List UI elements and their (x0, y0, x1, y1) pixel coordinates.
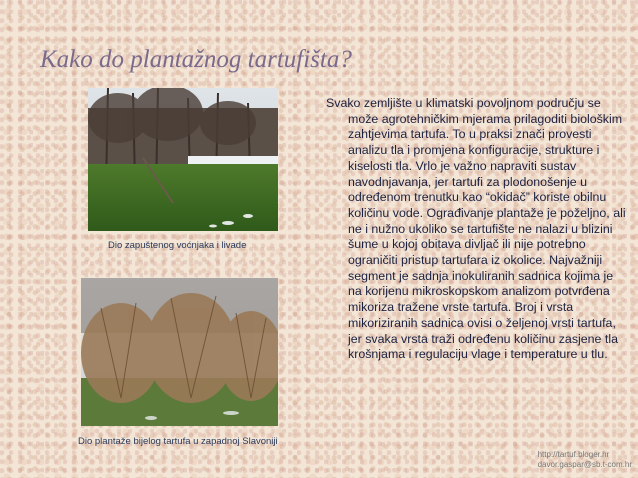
orchard-meadow-photo (88, 88, 278, 231)
plantation-photo-caption: Dio plantaže bijelog tartufa u zapadnoj Slavoniji (78, 436, 278, 447)
body-paragraph: Svako zemljište u klimatski povoljnom području se može agrotehničkim mjerama prilagoditi biološkim zahtjevima tartufa. To u praksi znači provesti analizu tla i promjena konfiguracije, strukture i kiselosti tla. Vrlo je važno napraviti sustav navodnjavanja, jer tartufi za plodonošenje u određenom trenutku kao “okidač” koriste obilnu količinu vode. Ograđivanje plantaže je poželjno, ali ne i nužno ukoliko se tartufište ne nalazi u blizini šume u kojoj obitava divljač ili nije potrebno ograničiti pristup tartufara iz okolice. Najvažniji segment je sadnja inokuliranih sadnica kojima je na korijenu mikroskopskom analizom potvrđena mikoriza tražene vrste tartufa. Broj i vrsta mikoriziranih sadnica ovisi o željenoj vrsti tartufa, jer svaka vrsta traži određenu količinu zasjene tla krošnjama i regulaciju vlage i temperature u tlu. (326, 96, 626, 362)
footer-contact (538, 450, 632, 470)
footer-email[interactable]: davor.gaspar@sb.t-com.hr (537, 460, 632, 469)
truffle-plantation-photo (81, 278, 278, 426)
slide-title: Kako do plantažnog tartufišta? (40, 46, 352, 73)
footer-link[interactable]: http://tartuf.bloger.hr (537, 450, 610, 459)
orchard-photo-caption: Dio zapuštenog voćnjaka i livade (108, 240, 247, 251)
